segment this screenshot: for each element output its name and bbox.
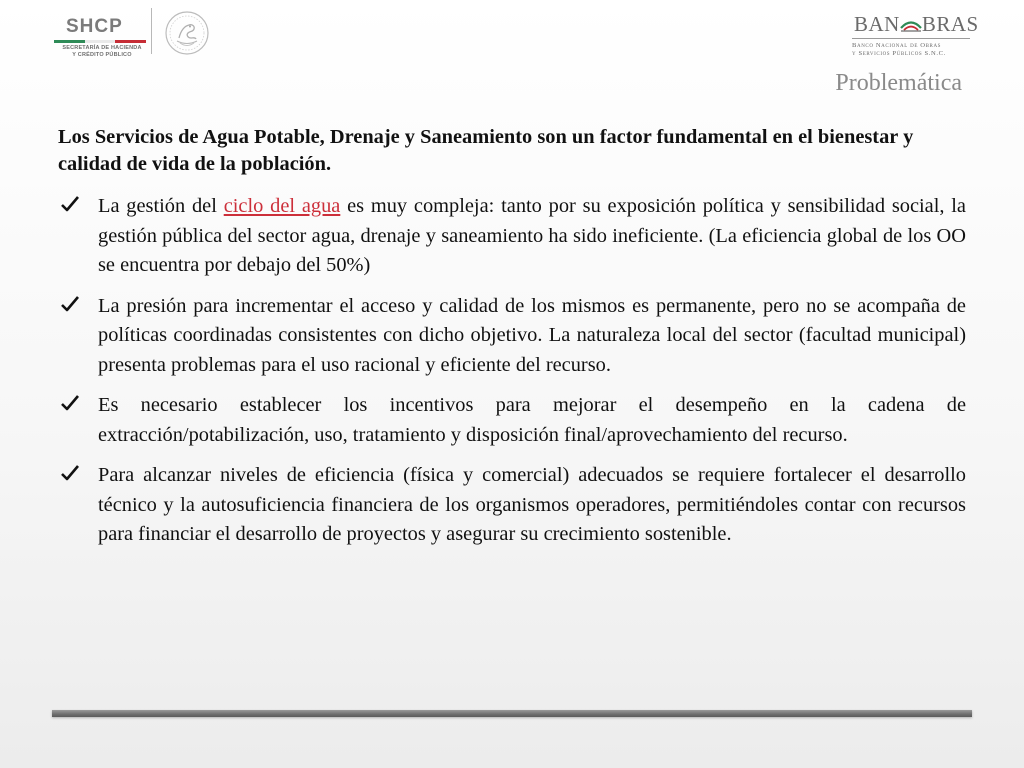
shcp-subtitle-line1: SECRETARÍA DE HACIENDA (62, 45, 142, 51)
slide-content (56, 124, 966, 561)
shcp-logo-subtitle (52, 45, 152, 59)
ciclo-del-agua-link[interactable]: ciclo del agua (223, 195, 341, 217)
shcp-flag-bar (54, 40, 146, 43)
list-item (56, 292, 966, 381)
list-item (56, 192, 966, 281)
logo-divider (151, 8, 152, 54)
banobras-name-part2: BRAS (921, 12, 979, 36)
list-item-text: Para alcanzar niveles de eficiencia (física y comercial) adecuados se requiere fortalecer el desarrollo técnico y la autosuficiencia financiera de los organismos operadores, permitiéndoles contar con recursos para financiar el desarrollo de proyectos y asegurar su crecimiento sostenible. (98, 464, 966, 545)
banobras-subtitle-line1: Banco Nacional de Obras (852, 42, 942, 49)
shcp-subtitle-line2: Y CRÉDITO PÚBLICO (72, 52, 132, 58)
checkmark-icon (60, 294, 80, 314)
banobras-subtitle-line2: y Servicios Públicos S.N.C. (852, 50, 946, 57)
list-item (56, 391, 966, 450)
mexico-seal-icon (164, 10, 210, 56)
list-item-text-end: es muy compleja: tanto por su exposición política y sensibilidad social, la gestión pública del sector agua, drenaje y saneamiento ha sido ineficiente. (La eficiencia global de los OO se encuentra por debajo del 50%) (98, 195, 966, 276)
list-item-text-start: La gestión del (98, 195, 224, 217)
list-item (56, 461, 966, 550)
footer-bar (52, 710, 972, 717)
banobras-logo-name (854, 12, 979, 37)
list-item-text: La presión para incrementar el acceso y calidad de los mismos es permanente, pero no se acompaña de políticas coordinadas consistentes con dicho objetivo. La naturaleza local del sector (facultad municipal) presenta problemas para el uso racional y eficiente del recurso. (98, 294, 966, 376)
banobras-logo (848, 8, 979, 60)
banobras-subtitle (852, 42, 946, 58)
checkmark-icon (60, 393, 80, 413)
bullet-list (56, 192, 966, 550)
intro-statement: Los Servicios de Agua Potable, Drenaje y Saneamiento son un factor fundamental en el bienestar y calidad de vida de la población. (58, 126, 914, 175)
banobras-name-part1: BAN (854, 12, 900, 36)
banobras-bridge-icon (900, 15, 922, 33)
section-title: Problemática (835, 70, 962, 96)
banobras-rule (852, 38, 970, 39)
list-item-text: Es necesario establecer los incentivos para mejorar el desempeño en la cadena de extracción/potabilización, uso, tratamiento y disposición final/aprovechamiento del recurso. (98, 394, 966, 446)
shcp-logo (52, 14, 152, 58)
shcp-logo-name: SHCP (66, 16, 123, 37)
checkmark-icon (60, 463, 80, 483)
checkmark-icon (60, 194, 80, 214)
